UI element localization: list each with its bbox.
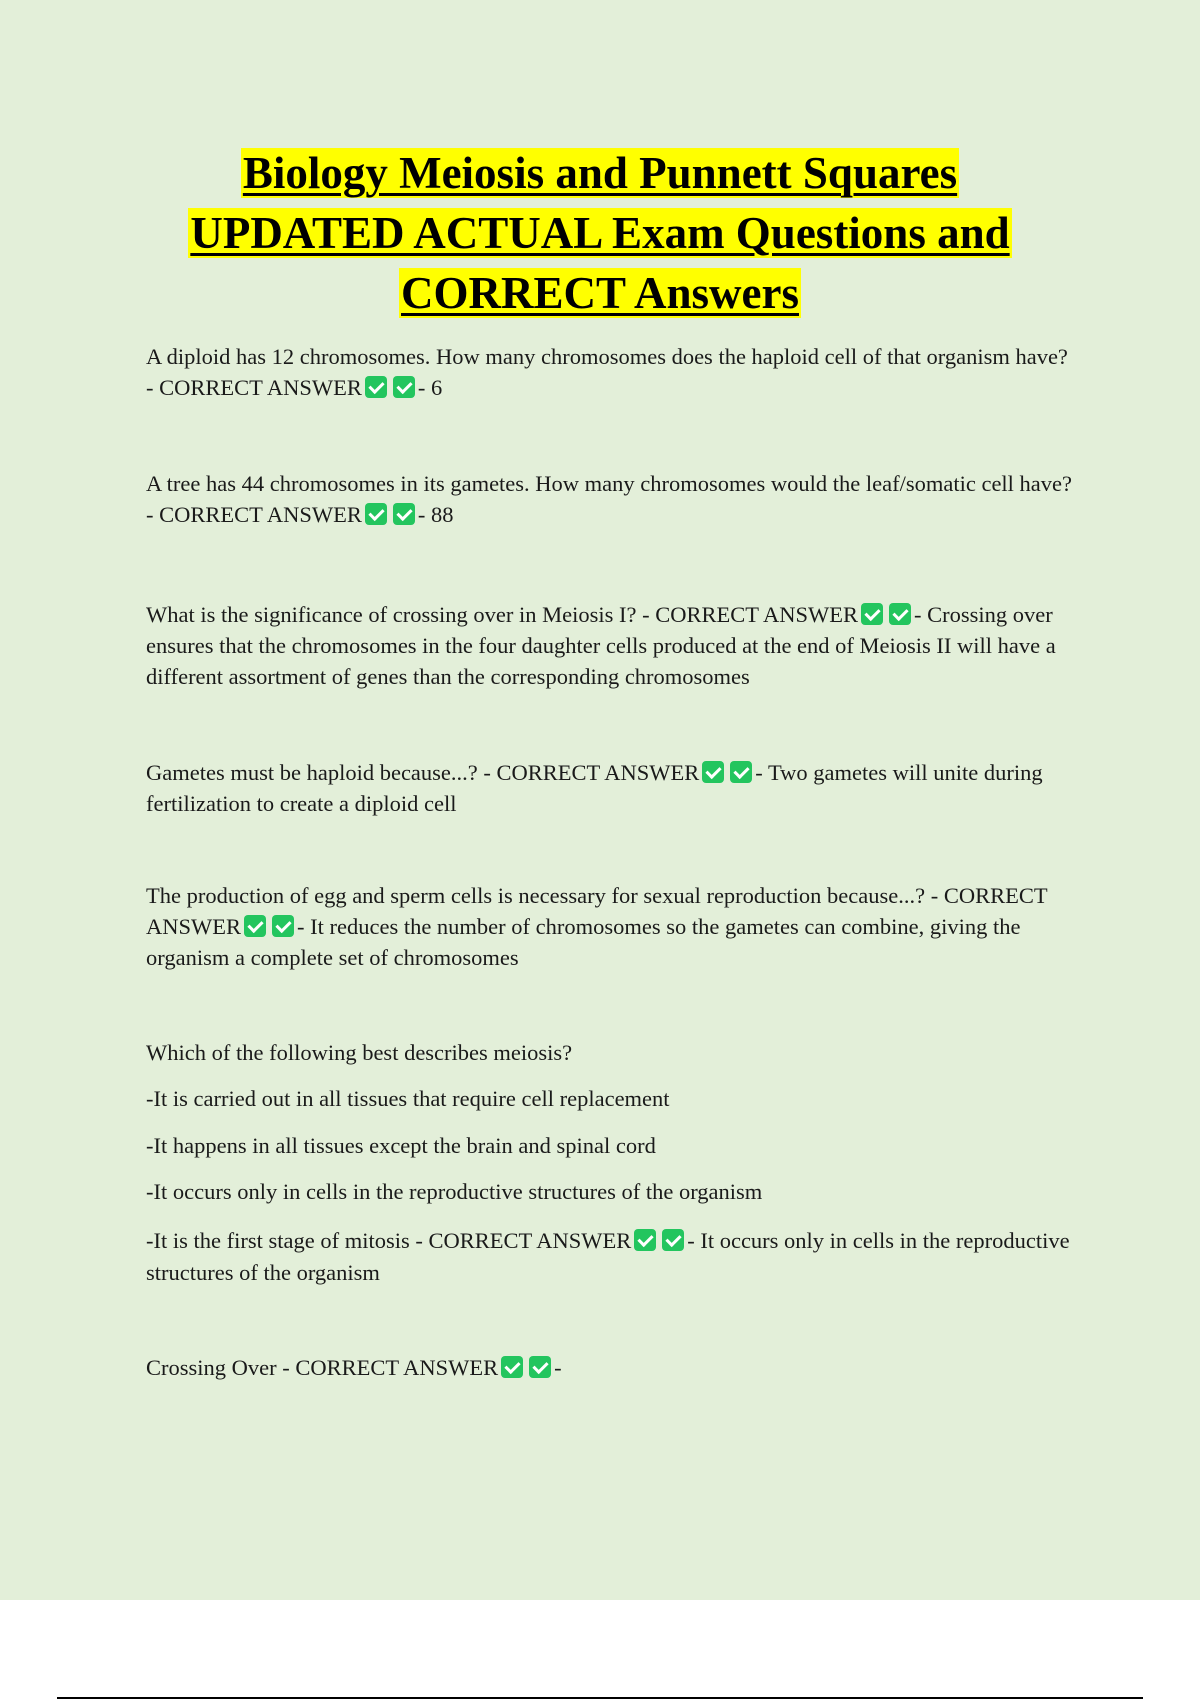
question-text: A diploid has 12 chromosomes. How many chromosomes does the haploid cell of that organism have? - (146, 344, 1068, 400)
green-checkmark-icon (365, 376, 387, 398)
question-item-1 (146, 341, 1081, 403)
question-item-6 (146, 1037, 1081, 1068)
green-checkmark-icon (244, 915, 266, 937)
answer-text: - (554, 1355, 562, 1380)
green-checkmark-icon (662, 1229, 684, 1251)
option-item (146, 1130, 1081, 1161)
question-item-5 (146, 880, 1081, 973)
green-checkmark-icon (634, 1229, 656, 1251)
answer-text: - It reduces the number of chromosomes so the gametes can combine, giving the organism a complete set of chromosomes (146, 914, 1021, 970)
green-checkmark-icon (393, 376, 415, 398)
green-checkmark-icon (889, 603, 911, 625)
green-checkmark-icon (702, 761, 724, 783)
correct-answer-marker: CORRECT ANSWER (428, 1228, 632, 1253)
question-text: A tree has 44 chromosomes in its gametes. How many chromosomes would the leaf/somatic cell have? - (146, 471, 1073, 527)
correct-answer-marker: CORRECT ANSWER (146, 883, 1048, 939)
green-checkmark-icon (272, 915, 294, 937)
green-checkmark-icon (365, 503, 387, 525)
answer-text: - 88 (417, 502, 454, 527)
footer-rule (57, 1697, 1143, 1699)
green-checkmark-icon (861, 603, 883, 625)
answer-text: - Crossing over ensures that the chromosomes in the four daughter cells produced at the end of Meiosis II will have a different assortment of genes than the corresponding chromosomes (146, 602, 1056, 689)
question-text: Crossing Over - (146, 1355, 296, 1380)
correct-answer-marker: CORRECT ANSWER (655, 602, 858, 627)
green-checkmark-icon (501, 1356, 523, 1378)
answer-text: - Two gametes will unite during fertilization to create a diploid cell (146, 760, 1043, 816)
title-line-1: Biology Meiosis and Punnett Squares (242, 148, 958, 198)
green-checkmark-icon (529, 1356, 551, 1378)
correct-answer-marker: CORRECT ANSWER (159, 502, 362, 527)
answer-text: - It occurs only in cells in the reproductive structures of the organism (146, 1228, 1070, 1285)
correct-answer-marker: CORRECT ANSWER (496, 760, 700, 785)
option-item (146, 1083, 1081, 1114)
question-text: The production of egg and sperm cells is necessary for sexual reproduction because...? - (146, 883, 944, 908)
question-item-7 (146, 1352, 1081, 1383)
answer-text: - 6 (417, 375, 443, 400)
title-line-3: CORRECT Answers (401, 268, 799, 318)
option-text: -It is the first stage of mitosis - (146, 1228, 429, 1253)
correct-answer-marker: CORRECT ANSWER (159, 375, 362, 400)
question-item-3 (146, 599, 1081, 692)
question-item-2 (146, 468, 1081, 530)
option-item-with-answer (146, 1225, 1081, 1289)
option-text: -It occurs only in cells in the reproductive structures of the organism (146, 1179, 763, 1204)
option-item (146, 1176, 1081, 1207)
green-checkmark-icon (393, 503, 415, 525)
option-text: -It happens in all tissues except the brain and spinal cord (146, 1133, 656, 1158)
document-title (100, 143, 1100, 323)
correct-answer-marker: CORRECT ANSWER (295, 1355, 499, 1380)
green-checkmark-icon (730, 761, 752, 783)
question-text: Which of the following best describes meiosis? (146, 1040, 573, 1065)
title-line-2: UPDATED ACTUAL Exam Questions and (190, 208, 1010, 258)
question-text: What is the significance of crossing over in Meiosis I? - (146, 602, 656, 627)
question-text: Gametes must be haploid because...? - (146, 760, 497, 785)
option-text: -It is carried out in all tissues that require cell replacement (146, 1086, 670, 1111)
question-item-4 (146, 757, 1081, 819)
